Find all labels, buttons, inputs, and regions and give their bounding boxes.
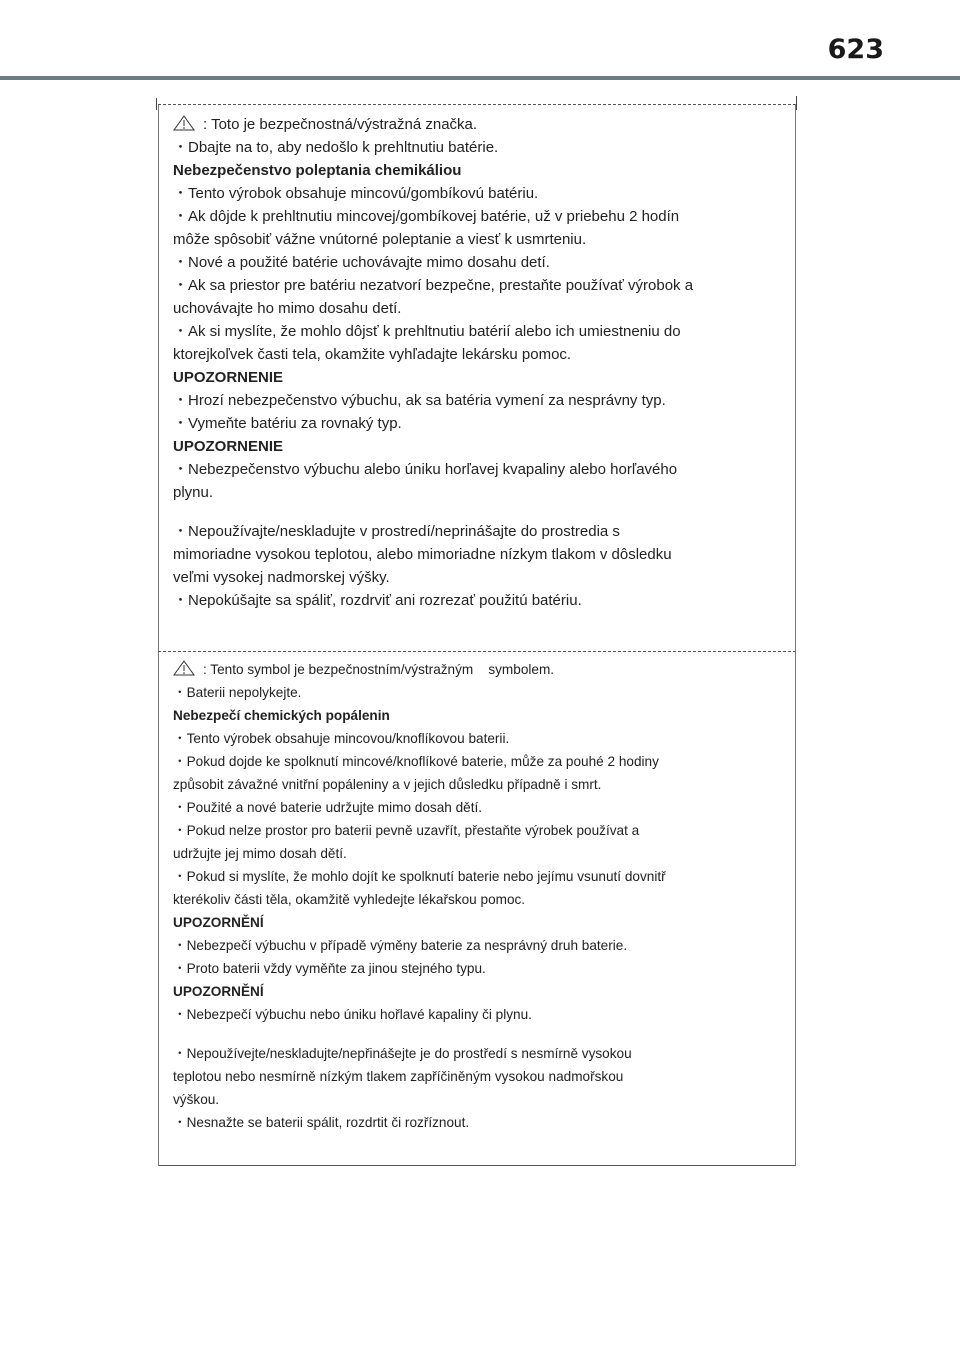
text-line: ・Nebezpečenstvo výbuchu alebo úniku horľavej kvapaliny alebo horľavého [173, 461, 678, 478]
section-heading: UPOZORNENIE [173, 369, 284, 386]
text-line: ・Tento výrobek obsahuje mincovou/knoflíkovou baterii. [173, 731, 510, 746]
symbol-text: : Tento symbol je bezpečnostním/výstražným symbolem. [203, 662, 555, 677]
text-line: ・Dbajte na to, aby nedošlo k prehltnutiu batérie. [173, 139, 499, 156]
text-line: ・Proto baterii vždy vyměňte za jinou stejného typu. [173, 961, 486, 976]
section-heading: Nebezpečí chemických popálenin [173, 708, 390, 723]
text-line: mimoriadne vysokou teplotou, alebo mimoriadne nízkym tlakom v dôsledku [173, 546, 672, 563]
text-line: ・Ak sa priestor pre batériu nezatvorí bezpečne, prestaňte používať výrobok a [173, 277, 694, 294]
text-line: môže spôsobiť vážne vnútorné poleptanie a viesť k usmrteniu. [173, 231, 587, 248]
text-line: ・Pokud si myslíte, že mohlo dojít ke spolknutí baterie nebo jejímu vsunutí dovnitř [173, 869, 666, 884]
section-heading: UPOZORNĚNÍ [173, 915, 264, 930]
text-line: ・Nové a použité batérie uchovávajte mimo dosahu detí. [173, 254, 550, 271]
symbol-text: : Toto je bezpečnostná/výstražná značka. [203, 116, 478, 133]
text-line: ・Nepoužívajte/neskladujte v prostredí/neprinášajte do prostredia s [173, 523, 620, 540]
symbol-line [173, 658, 783, 681]
section-heading: UPOZORNĚNÍ [173, 984, 264, 999]
text-line: ・Ak dôjde k prehltnutiu mincovej/gombíkovej batérie, už v priebehu 2 hodín [173, 208, 680, 225]
text-line: ・Pokud nelze prostor pro baterii pevně uzavřít, přestaňte výrobek používat a [173, 823, 640, 838]
warning-triangle-icon [173, 115, 195, 131]
text-line: ・Pokud dojde ke spolknutí mincové/knoflíkové baterie, může za pouhé 2 hodiny [173, 754, 659, 769]
page-number: 623 [827, 34, 884, 65]
text-line: ・Nepoužívejte/neskladujte/nepřinášejte je do prostředí s nesmírně vysokou [173, 1046, 632, 1061]
text-line: udržujte jej mimo dosah dětí. [173, 846, 347, 861]
text-line: ・Hrozí nebezpečenstvo výbuchu, ak sa batéria vymení za nesprávny typ. [173, 392, 666, 409]
warning-panel-slovak [158, 104, 796, 652]
text-line: ktorejkoľvek časti tela, okamžite vyhľadajte lekársku pomoc. [173, 346, 572, 363]
warning-triangle-icon [173, 660, 195, 676]
text-line: ・Ak si myslíte, že mohlo dôjsť k prehltnutiu batérií alebo ich umiestneniu do [173, 323, 681, 340]
symbol-line [173, 113, 783, 136]
text-line: teplotou nebo nesmírně nízkým tlakem zapříčiněným vysokou nadmořskou [173, 1069, 624, 1084]
text-line: ・Tento výrobok obsahuje mincovú/gombíkovú batériu. [173, 185, 539, 202]
text-line: ・Vymeňte batériu za rovnaký typ. [173, 415, 402, 432]
text-line: ・Nesnažte se baterii spálit, rozdrtit či rozříznout. [173, 1115, 470, 1130]
text-line: ・Použité a nové baterie udržujte mimo dosah dětí. [173, 800, 483, 815]
text-line: veľmi vysokej nadmorskej výšky. [173, 569, 390, 586]
text-line: uchovávajte ho mimo dosahu detí. [173, 300, 402, 317]
crop-mark-right [796, 96, 797, 110]
text-line: způsobit závažné vnitřní popáleniny a v jejich důsledku případně i smrt. [173, 777, 602, 792]
text-line: ・Baterii nepolykejte. [173, 685, 302, 700]
text-line: ・Nepokúšajte sa spáliť, rozdrviť ani rozrezať použitú batériu. [173, 592, 582, 609]
section-heading: Nebezpečenstvo poleptania chemikáliou [173, 162, 462, 179]
section-heading: UPOZORNENIE [173, 438, 284, 455]
text-line: výškou. [173, 1092, 220, 1107]
text-line: kterékoliv části těla, okamžitě vyhledejte lékařskou pomoc. [173, 892, 526, 907]
text-line: plynu. [173, 484, 214, 501]
warning-panel-czech [158, 652, 796, 1166]
header-rule [0, 76, 960, 80]
text-line: ・Nebezpečí výbuchu nebo úniku hořlavé kapaliny či plynu. [173, 1007, 532, 1022]
crop-mark-left [156, 98, 157, 110]
text-line: ・Nebezpečí výbuchu v případě výměny baterie za nesprávný druh baterie. [173, 938, 628, 953]
